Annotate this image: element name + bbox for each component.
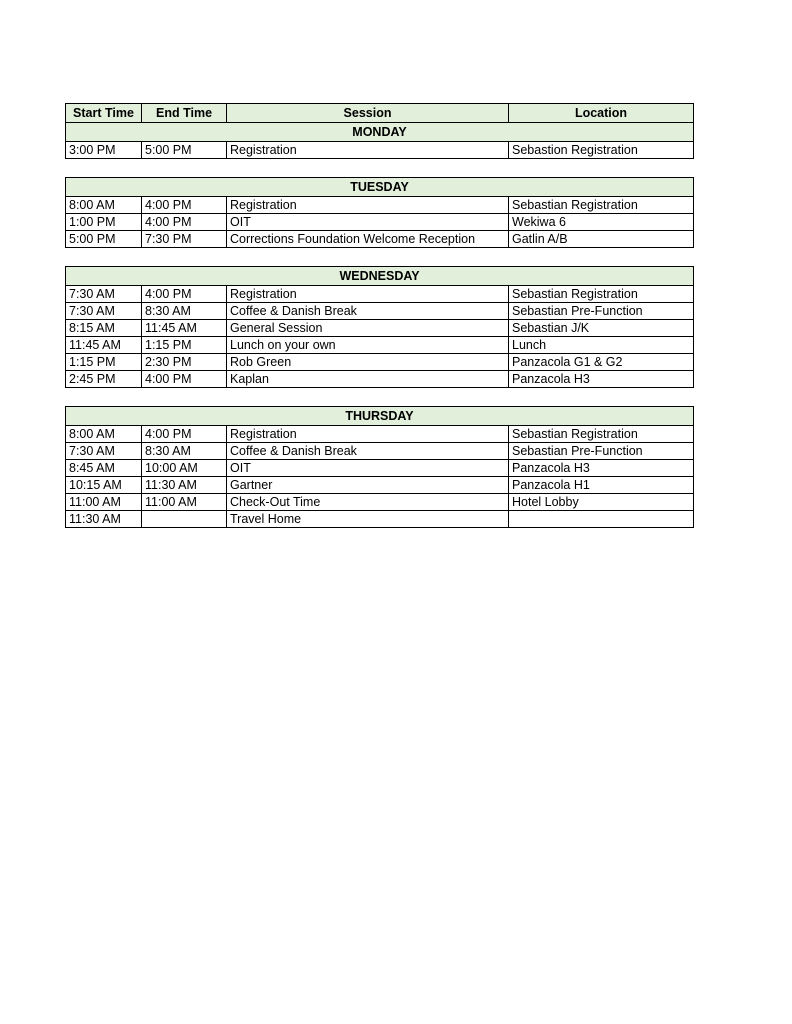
start-time-cell: 1:00 PM [66,214,142,231]
header-session: Session [227,104,509,123]
location-cell: Panzacola H3 [509,371,694,388]
header-start-time: Start Time [66,104,142,123]
table-row [66,142,694,159]
location-cell: Panzacola H1 [509,477,694,494]
session-cell: Check-Out Time [227,494,509,511]
location-cell [509,511,694,528]
start-time-cell: 3:00 PM [66,142,142,159]
end-time-cell: 11:30 AM [142,477,227,494]
start-time-cell: 8:00 AM [66,197,142,214]
location-cell: Sebastion Registration [509,142,694,159]
start-time-cell: 1:15 PM [66,354,142,371]
end-time-cell: 10:00 AM [142,460,227,477]
start-time-cell: 8:45 AM [66,460,142,477]
schedule-table-monday [65,103,694,159]
table-row [66,320,694,337]
table-row [66,511,694,528]
session-cell: Coffee & Danish Break [227,303,509,320]
session-cell: OIT [227,460,509,477]
start-time-cell: 11:30 AM [66,511,142,528]
start-time-cell: 11:45 AM [66,337,142,354]
end-time-cell: 4:00 PM [142,371,227,388]
location-cell: Sebastian Registration [509,197,694,214]
table-row [66,443,694,460]
location-cell: Sebastian Pre-Function [509,443,694,460]
location-cell: Wekiwa 6 [509,214,694,231]
location-cell: Hotel Lobby [509,494,694,511]
day-row-wednesday [66,267,694,286]
session-cell: Gartner [227,477,509,494]
location-cell: Gatlin A/B [509,231,694,248]
table-row [66,371,694,388]
day-title: TUESDAY [66,178,694,197]
session-cell: Coffee & Danish Break [227,443,509,460]
end-time-cell: 4:00 PM [142,286,227,303]
end-time-cell: 8:30 AM [142,303,227,320]
table-row [66,214,694,231]
start-time-cell: 7:30 AM [66,443,142,460]
session-cell: OIT [227,214,509,231]
start-time-cell: 11:00 AM [66,494,142,511]
end-time-cell: 8:30 AM [142,443,227,460]
header-row [66,104,694,123]
schedule-table-tuesday [65,177,694,248]
schedule-table-wednesday [65,266,694,388]
schedule-table-thursday [65,406,694,528]
end-time-cell: 4:00 PM [142,214,227,231]
location-cell: Panzacola H3 [509,460,694,477]
end-time-cell: 2:30 PM [142,354,227,371]
start-time-cell: 7:30 AM [66,286,142,303]
location-cell: Sebastian Registration [509,286,694,303]
location-cell: Lunch [509,337,694,354]
end-time-cell: 4:00 PM [142,426,227,443]
table-row [66,197,694,214]
day-row-thursday [66,407,694,426]
table-row [66,494,694,511]
session-cell: Lunch on your own [227,337,509,354]
day-row-tuesday [66,178,694,197]
day-title: MONDAY [66,123,694,142]
session-cell: Registration [227,142,509,159]
end-time-cell: 5:00 PM [142,142,227,159]
header-end-time: End Time [142,104,227,123]
location-cell: Sebastian Pre-Function [509,303,694,320]
start-time-cell: 10:15 AM [66,477,142,494]
start-time-cell: 5:00 PM [66,231,142,248]
table-row [66,426,694,443]
end-time-cell [142,511,227,528]
start-time-cell: 2:45 PM [66,371,142,388]
end-time-cell: 1:15 PM [142,337,227,354]
location-cell: Sebastian Registration [509,426,694,443]
table-header [66,104,694,123]
table-row [66,231,694,248]
table-row [66,303,694,320]
session-cell: Rob Green [227,354,509,371]
table-row [66,337,694,354]
day-title: WEDNESDAY [66,267,694,286]
session-cell: Travel Home [227,511,509,528]
session-cell: Corrections Foundation Welcome Reception [227,231,509,248]
session-cell: General Session [227,320,509,337]
table-row [66,354,694,371]
session-cell: Registration [227,426,509,443]
table-row [66,286,694,303]
header-location: Location [509,104,694,123]
session-cell: Kaplan [227,371,509,388]
end-time-cell: 11:00 AM [142,494,227,511]
day-title: THURSDAY [66,407,694,426]
end-time-cell: 7:30 PM [142,231,227,248]
start-time-cell: 7:30 AM [66,303,142,320]
start-time-cell: 8:15 AM [66,320,142,337]
end-time-cell: 4:00 PM [142,197,227,214]
table-row [66,477,694,494]
start-time-cell: 8:00 AM [66,426,142,443]
table-row [66,460,694,477]
location-cell: Sebastian J/K [509,320,694,337]
day-row-monday [66,123,694,142]
session-cell: Registration [227,286,509,303]
schedule-sheet [65,103,693,528]
end-time-cell: 11:45 AM [142,320,227,337]
location-cell: Panzacola G1 & G2 [509,354,694,371]
session-cell: Registration [227,197,509,214]
